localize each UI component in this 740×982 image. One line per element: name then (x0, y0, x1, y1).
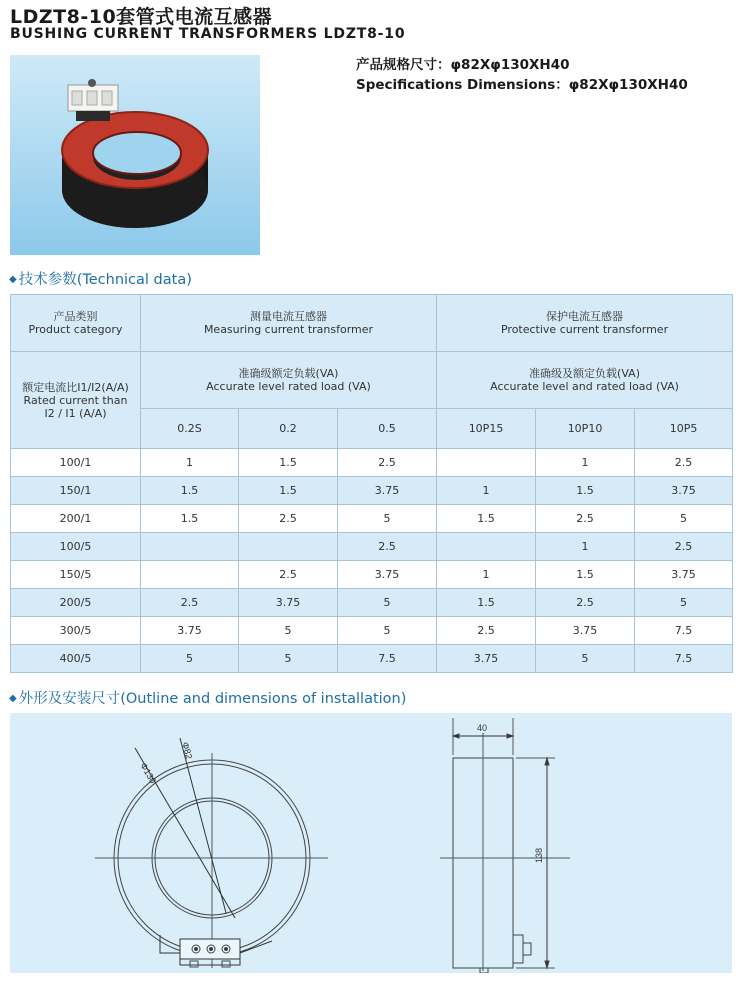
value-cell: 5 (239, 617, 338, 645)
value-cell: 3.75 (635, 477, 733, 505)
dim-width: 40 (477, 723, 488, 733)
ratio-header-cell (11, 352, 141, 449)
ratio-cell: 300/5 (11, 617, 141, 645)
value-cell: 1 (437, 477, 536, 505)
category-cn: 产品类别 (53, 310, 98, 323)
value-cell: 1.5 (141, 505, 239, 533)
transformer-photo-illustration (10, 55, 260, 255)
value-cell: 2.5 (239, 505, 338, 533)
value-cell: 1 (536, 449, 635, 477)
class-cell: 10P5 (635, 409, 733, 449)
value-cell: 3.75 (338, 561, 437, 589)
ratio-cell: 200/5 (11, 589, 141, 617)
section-technical-label: 技术参数(Technical data) (18, 272, 192, 288)
value-cell: 1.5 (437, 589, 536, 617)
ratio-cell: 150/5 (11, 561, 141, 589)
value-cell: 7.5 (338, 645, 437, 673)
section-outline-label: 外形及安装尺寸(Outline and dimensions of installation) (18, 691, 407, 707)
ratio-cell: 150/1 (11, 477, 141, 505)
class-cell: 0.5 (338, 409, 437, 449)
ratio-cell: 400/5 (11, 645, 141, 673)
table-row (11, 589, 733, 617)
protective-load-header-cell (437, 352, 733, 409)
value-cell: 3.75 (536, 617, 635, 645)
dim-height: 138 (534, 847, 544, 863)
table-row (11, 617, 733, 645)
class-cell: 10P10 (536, 409, 635, 449)
table-row (11, 449, 733, 477)
spec-dimensions-en: Specifications Dimensions：φ82Xφ130XH40 (356, 77, 688, 93)
ratio-cell: 100/1 (11, 449, 141, 477)
table-header-row (11, 295, 733, 352)
protective-header-cell (437, 295, 733, 352)
value-cell (437, 533, 536, 561)
product-photo (10, 55, 260, 255)
value-cell: 2.5 (536, 589, 635, 617)
diamond-bullet-icon: ◆ (9, 274, 17, 285)
value-cell: 3.75 (141, 617, 239, 645)
value-cell: 1.5 (437, 505, 536, 533)
value-cell: 1.5 (141, 477, 239, 505)
value-cell (437, 449, 536, 477)
value-cell: 5 (338, 589, 437, 617)
category-header-cell (11, 295, 141, 352)
protective-load-en: Accurate level and rated load (VA) (490, 380, 679, 393)
value-cell: 2.5 (141, 589, 239, 617)
ratio-en-line2: I2 / I1 (A/A) (44, 406, 107, 420)
outline-drawing-panel (10, 713, 732, 973)
value-cell: 5 (338, 617, 437, 645)
measuring-load-header-cell (141, 352, 437, 409)
value-cell (141, 533, 239, 561)
value-cell: 1 (437, 561, 536, 589)
value-cell: 5 (635, 589, 733, 617)
outline-drawing (10, 713, 732, 973)
dim-inner-diameter: Φ82 (180, 740, 195, 761)
table-row (11, 505, 733, 533)
table-row (11, 645, 733, 673)
page-title: LDZT8-10套管式电流互感器 (10, 6, 273, 28)
technical-data-table (10, 294, 733, 673)
value-cell: 1 (536, 533, 635, 561)
value-cell: 1.5 (536, 477, 635, 505)
value-cell: 2.5 (635, 533, 733, 561)
ratio-en-line1: Rated current than (23, 393, 128, 407)
ratio-cell: 200/1 (11, 505, 141, 533)
protective-load-cn: 准确级及额定负载(VA) (529, 367, 640, 380)
value-cell: 3.75 (338, 477, 437, 505)
value-cell: 2.5 (635, 449, 733, 477)
value-cell: 5 (635, 505, 733, 533)
value-cell: 3.75 (437, 645, 536, 673)
value-cell: 7.5 (635, 617, 733, 645)
class-cell: 10P15 (437, 409, 536, 449)
section-technical-heading (9, 268, 192, 289)
class-cell: 0.2 (239, 409, 338, 449)
ratio-cn: 额定电流比I1/I2(A/A) (22, 380, 129, 394)
section-outline-heading (9, 687, 406, 708)
value-cell: 5 (338, 505, 437, 533)
value-cell: 5 (536, 645, 635, 673)
value-cell: 1 (141, 449, 239, 477)
measuring-load-cn: 准确级额定负载(VA) (238, 367, 339, 380)
value-cell: 1.5 (536, 561, 635, 589)
table-row (11, 561, 733, 589)
value-cell: 1.5 (239, 449, 338, 477)
value-cell: 2.5 (239, 561, 338, 589)
value-cell: 5 (239, 645, 338, 673)
class-cell: 0.2S (141, 409, 239, 449)
measuring-header-cell (141, 295, 437, 352)
diamond-bullet-icon: ◆ (9, 693, 17, 704)
protective-en: Protective current transformer (500, 323, 669, 336)
protective-cn: 保护电流互感器 (546, 310, 624, 323)
category-en: Product category (28, 323, 123, 336)
value-cell: 2.5 (338, 533, 437, 561)
table-row (11, 477, 733, 505)
value-cell (141, 561, 239, 589)
measuring-load-en: Accurate level rated load (VA) (206, 380, 371, 393)
value-cell: 2.5 (437, 617, 536, 645)
value-cell: 7.5 (635, 645, 733, 673)
value-cell: 3.75 (635, 561, 733, 589)
table-load-header-row (11, 352, 733, 409)
ratio-cell: 100/5 (11, 533, 141, 561)
value-cell: 3.75 (239, 589, 338, 617)
value-cell: 2.5 (338, 449, 437, 477)
page-subtitle: BUSHING CURRENT TRANSFORMERS LDZT8-10 (10, 26, 406, 42)
value-cell: 5 (141, 645, 239, 673)
value-cell (239, 533, 338, 561)
measuring-en: Measuring current transformer (203, 323, 374, 336)
measuring-cn: 测量电流互感器 (250, 310, 327, 323)
value-cell: 1.5 (239, 477, 338, 505)
dim-outer-diameter: Φ130 (138, 761, 159, 786)
table-row (11, 533, 733, 561)
spec-dimensions-cn: 产品规格尺寸：φ82Xφ130XH40 (356, 57, 570, 73)
value-cell: 2.5 (536, 505, 635, 533)
